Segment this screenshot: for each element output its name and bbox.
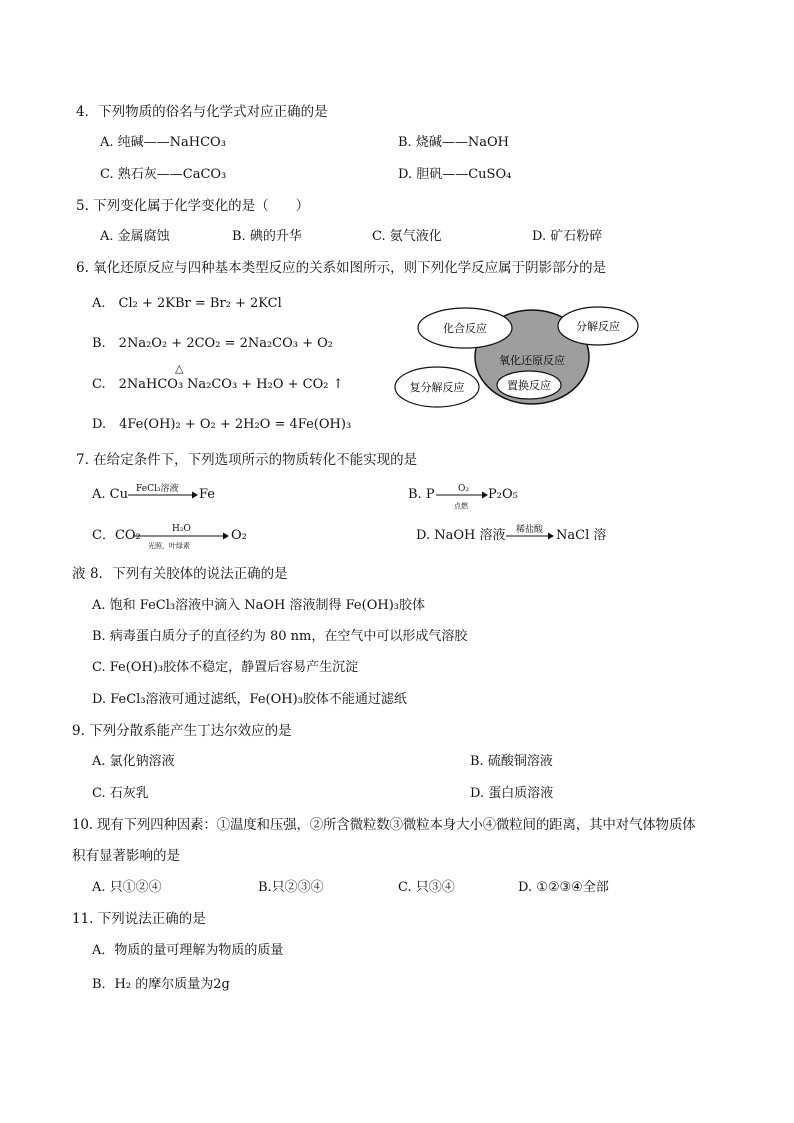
q9-option-a: A. 氯化钠溶液	[92, 754, 175, 769]
q11-stem: 11. 下列说法正确的是	[72, 911, 206, 927]
q5-option-d: D. 矿石粉碎	[532, 229, 603, 244]
q4-option-c: C. 熟石灰——CaCO₃	[100, 167, 227, 182]
q7-option-d-condition: 稀盐酸	[516, 525, 544, 535]
q8-option-c: C. Fe(OH)₃胶体不稳定，静置后容易产生沉淀	[92, 660, 359, 675]
q5-stem: 5. 下列变化属于化学变化的是（ ）	[76, 198, 310, 214]
combination-label: 化合反应	[443, 322, 487, 335]
q11-option-a: A．物质的量可理解为物质的质量	[92, 943, 284, 958]
q7-option-a-right: Fe	[199, 487, 216, 502]
q7-stem: 7. 在给定条件下，下列选项所示的物质转化不能实现的是	[76, 452, 418, 468]
q11-option-b: B．H₂ 的摩尔质量为2g	[92, 977, 230, 992]
q7-option-b-left: B. P	[408, 487, 435, 502]
q8-option-a: A. 饱和 FeCl₃溶液中滴入 NaOH 溶液制得 Fe(OH)₃胶体	[92, 598, 425, 613]
q7-option-a-arrow	[128, 490, 198, 500]
q4-option-b: B. 烧碱——NaOH	[398, 135, 509, 150]
q6-stem: 6. 氧化还原反应与四种基本类型反应的关系如图所示，则下列化学反应属于阴影部分的是	[76, 260, 607, 276]
q6-option-c-heat-symbol: △	[175, 362, 184, 375]
q7-option-b-condition-bottom: 点燃	[454, 502, 468, 510]
q10-stem-line1: 10. 现有下列四种因素：①温度和压强，②所含微粒数③微粒本身大小④微粒间的距离，其中对气体物质体	[72, 817, 696, 833]
q8-option-b: B. 病毒蛋白质分子的直径约为 80 nm，在空气中可以形成气溶胶	[92, 629, 468, 644]
q7-option-d-left: D. NaOH 溶液	[416, 528, 506, 543]
q10-option-a: A. 只①②④	[92, 880, 162, 895]
q7-option-c-condition-bottom: 光照，叶绿素	[148, 542, 190, 550]
q6-option-b: B. 2Na₂O₂ + 2CO₂ = 2Na₂CO₃ + O₂	[92, 336, 334, 351]
redox-label: 氧化还原反应	[499, 354, 565, 367]
q8-stem: 8．下列有关胶体的说法正确的是	[90, 566, 288, 582]
q6-option-a: A. Cl₂ + 2KBr = Br₂ + 2KCl	[92, 296, 282, 311]
q7-option-b-condition-top: O₂	[458, 484, 469, 494]
q9-stem: 9. 下列分散系能产生丁达尔效应的是	[72, 723, 292, 739]
q7-option-d-wrap: 液	[72, 566, 86, 582]
q6-option-c-left: C. 2NaHCO₃	[92, 377, 184, 392]
q9-option-c: C. 石灰乳	[92, 786, 149, 801]
q10-option-c: C. 只③④	[398, 880, 455, 895]
q6-option-d: D. 4Fe(OH)₂ + O₂ + 2H₂O = 4Fe(OH)₃	[92, 417, 352, 432]
q10-stem-line2: 积有显著影响的是	[72, 848, 180, 864]
q5-option-a: A. 金属腐蚀	[100, 229, 170, 244]
q7-option-d-arrow	[506, 531, 554, 541]
q5-option-b: B. 碘的升华	[232, 229, 302, 244]
q7-option-c-condition-top: H₂O	[172, 524, 191, 534]
q9-option-b: B. 硫酸铜溶液	[470, 754, 553, 769]
q10-option-d: D. ①②③④全部	[518, 880, 609, 895]
q9-option-d: D. 蛋白质溶液	[470, 786, 554, 801]
q7-option-c-left: C．CO₂	[92, 528, 141, 543]
q10-option-b: B.只②③④	[258, 880, 324, 895]
q7-option-a-left: A. Cu	[92, 487, 128, 502]
q8-option-d: D. FeCl₃溶液可通过滤纸，Fe(OH)₃胶体不能通过滤纸	[92, 692, 407, 707]
decomposition-label: 分解反应	[576, 320, 620, 333]
replacement-label: 置换反应	[507, 379, 551, 392]
q6-option-c-right: Na₂CO₃ + H₂O + CO₂ ↑	[187, 377, 344, 392]
q4-option-a: A. 纯碱——NaHCO₃	[100, 135, 226, 150]
reaction-type-venn-diagram	[392, 303, 640, 415]
q7-option-d-right: NaCl 溶	[556, 528, 607, 543]
q7-option-b-right: P₂O₅	[488, 487, 518, 502]
q4-stem: 4．下列物质的俗名与化学式对应正确的是	[76, 104, 328, 120]
q7-option-c-right: O₂	[231, 528, 247, 543]
q4-option-d: D. 胆矾——CuSO₄	[398, 167, 512, 182]
q7-option-a-condition: FeCl₃溶液	[136, 484, 179, 494]
q5-option-c: C. 氨气液化	[372, 229, 442, 244]
double-decomposition-label: 复分解反应	[409, 381, 465, 394]
